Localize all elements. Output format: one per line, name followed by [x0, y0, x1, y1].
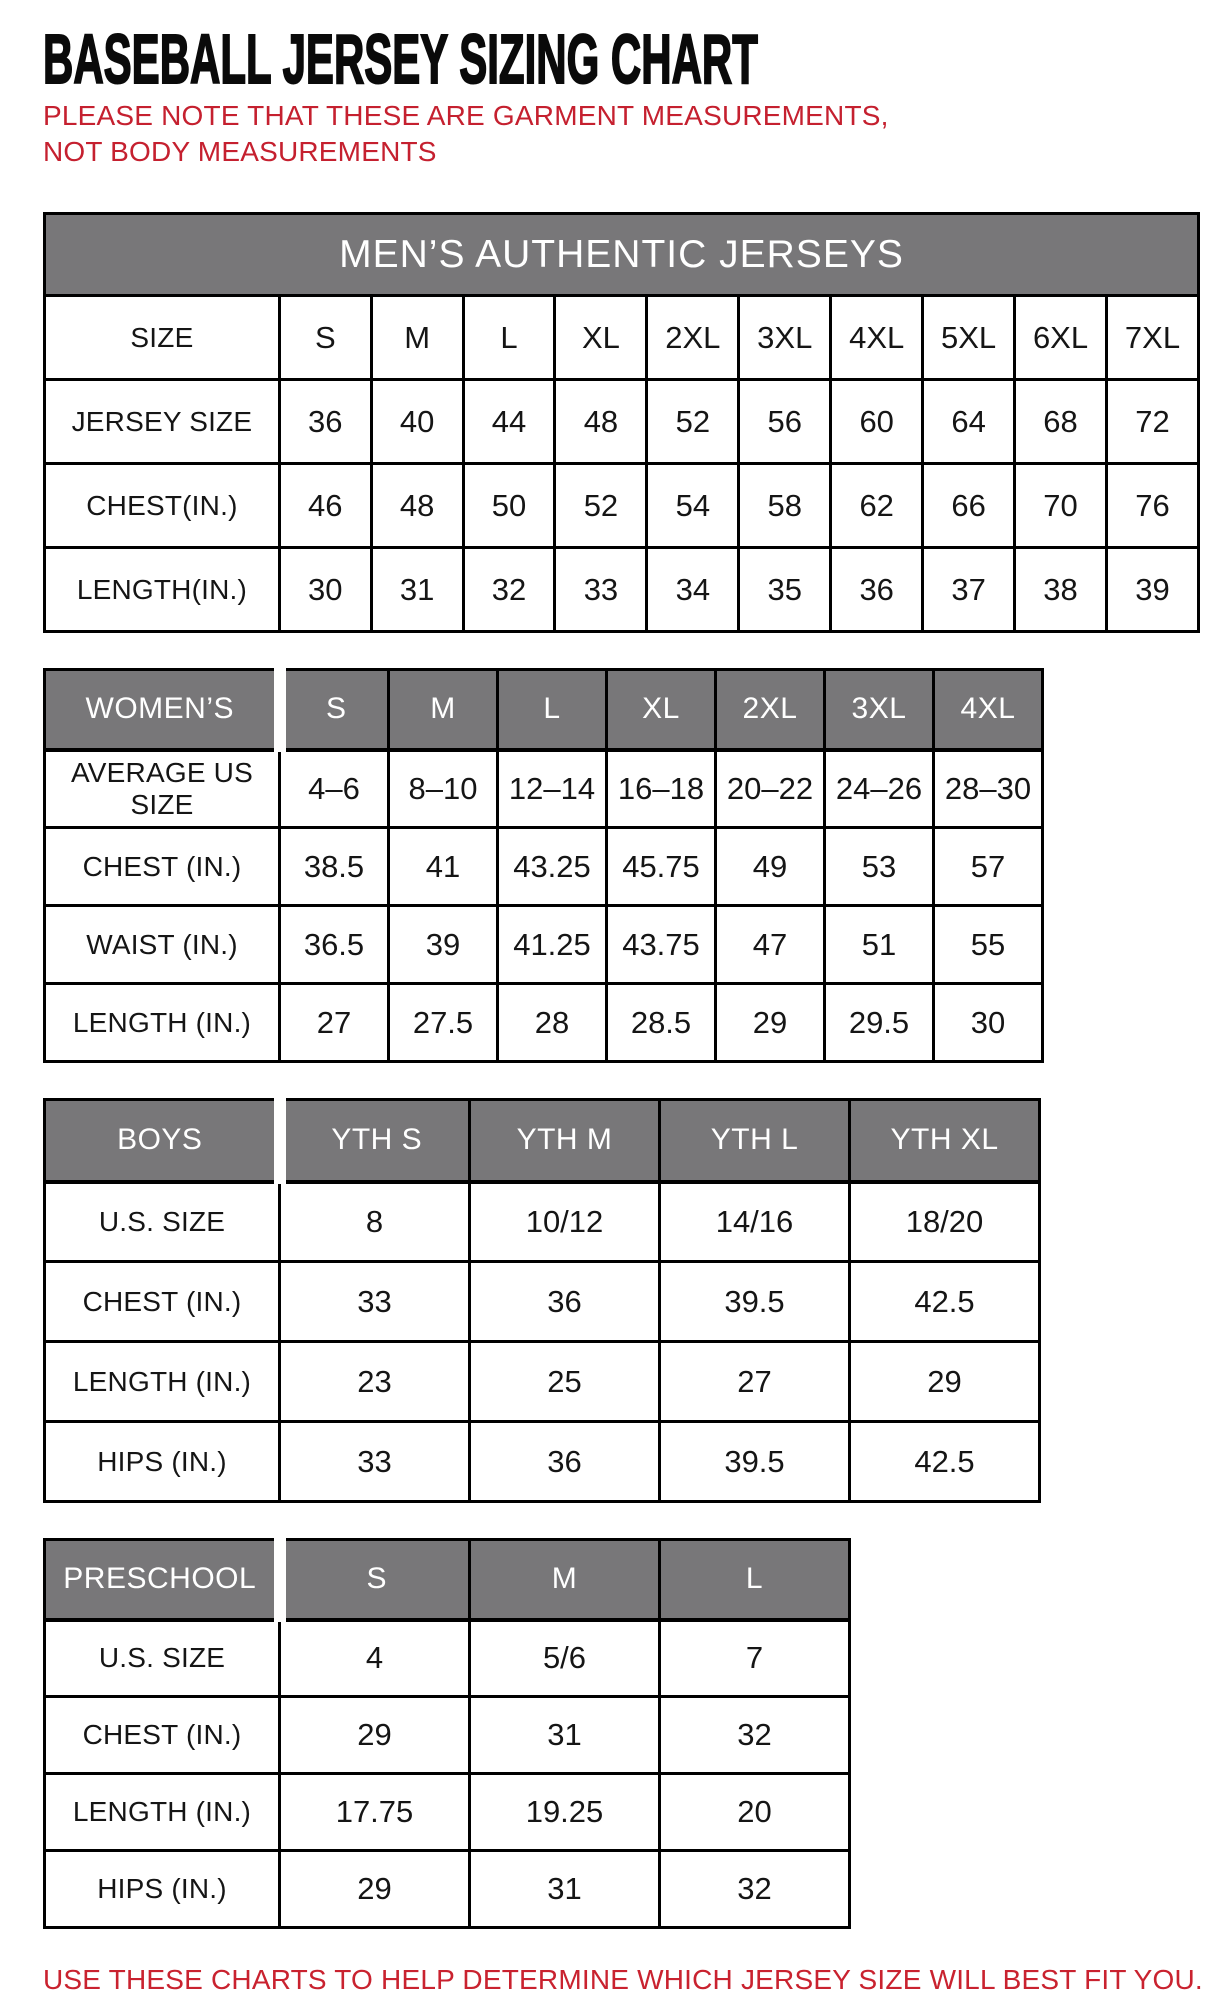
size-column-header: S: [280, 1540, 470, 1620]
value-cell: 16–18: [607, 750, 716, 828]
preschool-jerseys-table: [43, 1538, 1200, 1929]
row-label: SIZE: [45, 296, 280, 380]
value-cell: 28–30: [934, 750, 1043, 828]
value-cell: 38.5: [280, 828, 389, 906]
value-cell: 33: [280, 1262, 470, 1342]
table-row: [45, 1422, 1040, 1502]
row-label: LENGTH(IN.): [45, 548, 280, 632]
value-cell: 32: [463, 548, 555, 632]
value-cell: 7: [660, 1620, 850, 1697]
value-cell: 25: [470, 1342, 660, 1422]
boys-jerseys-table: [43, 1098, 1200, 1503]
size-column-header: XL: [607, 670, 716, 750]
size-column-header: YTH XL: [850, 1100, 1040, 1182]
value-cell: S: [279, 296, 371, 380]
value-cell: 27.5: [389, 984, 498, 1062]
value-cell: 23: [280, 1342, 470, 1422]
womens-size-table: [43, 668, 1044, 1063]
value-cell: 28: [498, 984, 607, 1062]
tables-container: [43, 212, 1200, 1929]
row-label: HIPS (IN.): [45, 1851, 280, 1928]
value-cell: 36: [279, 380, 371, 464]
value-cell: 30: [279, 548, 371, 632]
value-cell: 28.5: [607, 984, 716, 1062]
size-column-header: L: [498, 670, 607, 750]
value-cell: M: [371, 296, 463, 380]
value-cell: 43.25: [498, 828, 607, 906]
value-cell: 66: [923, 464, 1015, 548]
womens-header-row: [45, 670, 1043, 750]
row-label: U.S. SIZE: [45, 1182, 280, 1262]
value-cell: 3XL: [739, 296, 831, 380]
preschool-header-row: [45, 1540, 850, 1620]
table-row: [45, 1262, 1040, 1342]
value-cell: 12–14: [498, 750, 607, 828]
value-cell: 55: [934, 906, 1043, 984]
value-cell: 5/6: [470, 1620, 660, 1697]
value-cell: 30: [934, 984, 1043, 1062]
value-cell: 7XL: [1106, 296, 1198, 380]
table-row: [45, 1697, 850, 1774]
value-cell: 8: [280, 1182, 470, 1262]
value-cell: 36.5: [280, 906, 389, 984]
value-cell: 46: [279, 464, 371, 548]
table-row: [45, 1342, 1040, 1422]
table-row: [45, 1851, 850, 1928]
value-cell: 72: [1106, 380, 1198, 464]
row-label: CHEST(IN.): [45, 464, 280, 548]
value-cell: 4–6: [280, 750, 389, 828]
value-cell: 18/20: [850, 1182, 1040, 1262]
value-cell: 5XL: [923, 296, 1015, 380]
value-cell: 36: [470, 1422, 660, 1502]
value-cell: 17.75: [280, 1774, 470, 1851]
value-cell: 19.25: [470, 1774, 660, 1851]
value-cell: XL: [555, 296, 647, 380]
value-cell: 62: [831, 464, 923, 548]
value-cell: 6XL: [1015, 296, 1107, 380]
value-cell: 34: [647, 548, 739, 632]
value-cell: 51: [825, 906, 934, 984]
value-cell: 54: [647, 464, 739, 548]
value-cell: 57: [934, 828, 1043, 906]
value-cell: 52: [555, 464, 647, 548]
value-cell: 53: [825, 828, 934, 906]
table-row: [45, 1774, 850, 1851]
value-cell: 33: [280, 1422, 470, 1502]
womens-header-label: WOMEN’S: [45, 670, 280, 750]
value-cell: 42.5: [850, 1422, 1040, 1502]
value-cell: 64: [923, 380, 1015, 464]
value-cell: 27: [660, 1342, 850, 1422]
table-row: [45, 380, 1199, 464]
value-cell: 56: [739, 380, 831, 464]
value-cell: 14/16: [660, 1182, 850, 1262]
value-cell: 49: [716, 828, 825, 906]
garment-measurement-note: PLEASE NOTE THAT THESE ARE GARMENT MEASUREMENTS, NOT BODY MEASUREMENTS: [43, 100, 889, 168]
value-cell: 29: [716, 984, 825, 1062]
value-cell: 35: [739, 548, 831, 632]
value-cell: 68: [1015, 380, 1107, 464]
value-cell: 36: [470, 1262, 660, 1342]
row-label: LENGTH (IN.): [45, 1774, 280, 1851]
table-row: [45, 828, 1043, 906]
value-cell: 27: [280, 984, 389, 1062]
value-cell: 29.5: [825, 984, 934, 1062]
value-cell: 45.75: [607, 828, 716, 906]
value-cell: 29: [280, 1697, 470, 1774]
mens-authentic-jerseys-table: [43, 212, 1200, 633]
value-cell: 39.5: [660, 1262, 850, 1342]
value-cell: 36: [831, 548, 923, 632]
table-row: [45, 464, 1199, 548]
row-label: CHEST (IN.): [45, 1262, 280, 1342]
value-cell: 20: [660, 1774, 850, 1851]
footer-note: USE THESE CHARTS TO HELP DETERMINE WHICH JERSEY SIZE WILL BEST FIT YOU.: [43, 1964, 1203, 1996]
row-label: U.S. SIZE: [45, 1620, 280, 1697]
page-title: [43, 20, 1200, 98]
table-row: [45, 750, 1043, 828]
size-column-header: M: [389, 670, 498, 750]
value-cell: 2XL: [647, 296, 739, 380]
value-cell: 44: [463, 380, 555, 464]
value-cell: 76: [1106, 464, 1198, 548]
table-row: [45, 296, 1199, 380]
value-cell: 47: [716, 906, 825, 984]
row-label: AVERAGE US SIZE: [45, 750, 280, 828]
value-cell: 10/12: [470, 1182, 660, 1262]
value-cell: 29: [280, 1851, 470, 1928]
size-column-header: YTH S: [280, 1100, 470, 1182]
value-cell: 31: [470, 1697, 660, 1774]
row-label: LENGTH (IN.): [45, 984, 280, 1062]
value-cell: 4XL: [831, 296, 923, 380]
womens-jerseys-table: [43, 668, 1200, 1063]
size-column-header: YTH M: [470, 1100, 660, 1182]
value-cell: 39: [389, 906, 498, 984]
value-cell: 43.75: [607, 906, 716, 984]
size-column-header: YTH L: [660, 1100, 850, 1182]
row-label: WAIST (IN.): [45, 906, 280, 984]
value-cell: 20–22: [716, 750, 825, 828]
size-column-header: S: [280, 670, 389, 750]
row-label: HIPS (IN.): [45, 1422, 280, 1502]
table-row: [45, 984, 1043, 1062]
page-title-text: BASEBALL JERSEY SIZING CHART: [43, 20, 758, 98]
size-column-header: 2XL: [716, 670, 825, 750]
value-cell: 31: [371, 548, 463, 632]
value-cell: 41.25: [498, 906, 607, 984]
mens-size-table: [43, 212, 1200, 633]
table-row: [45, 548, 1199, 632]
value-cell: 37: [923, 548, 1015, 632]
table-row: [45, 906, 1043, 984]
size-column-header: 3XL: [825, 670, 934, 750]
size-column-header: L: [660, 1540, 850, 1620]
row-label: CHEST (IN.): [45, 1697, 280, 1774]
value-cell: 48: [555, 380, 647, 464]
value-cell: 60: [831, 380, 923, 464]
row-label: JERSEY SIZE: [45, 380, 280, 464]
preschool-size-table: [43, 1538, 851, 1929]
value-cell: 42.5: [850, 1262, 1040, 1342]
value-cell: 39: [1106, 548, 1198, 632]
value-cell: 58: [739, 464, 831, 548]
value-cell: 40: [371, 380, 463, 464]
table-row: [45, 1620, 850, 1697]
value-cell: 31: [470, 1851, 660, 1928]
value-cell: 39.5: [660, 1422, 850, 1502]
value-cell: L: [463, 296, 555, 380]
value-cell: 48: [371, 464, 463, 548]
value-cell: 33: [555, 548, 647, 632]
preschool-header-label: PRESCHOOL: [45, 1540, 280, 1620]
value-cell: 32: [660, 1851, 850, 1928]
value-cell: 41: [389, 828, 498, 906]
value-cell: 50: [463, 464, 555, 548]
value-cell: 29: [850, 1342, 1040, 1422]
row-label: LENGTH (IN.): [45, 1342, 280, 1422]
value-cell: 38: [1015, 548, 1107, 632]
row-label: CHEST (IN.): [45, 828, 280, 906]
size-column-header: M: [470, 1540, 660, 1620]
value-cell: 52: [647, 380, 739, 464]
value-cell: 70: [1015, 464, 1107, 548]
value-cell: 32: [660, 1697, 850, 1774]
table-row: [45, 1182, 1040, 1262]
size-column-header: 4XL: [934, 670, 1043, 750]
value-cell: 4: [280, 1620, 470, 1697]
mens-banner-row: [45, 214, 1199, 296]
value-cell: 24–26: [825, 750, 934, 828]
value-cell: 8–10: [389, 750, 498, 828]
boys-header-label: BOYS: [45, 1100, 280, 1182]
mens-banner: MEN’S AUTHENTIC JERSEYS: [45, 214, 1199, 296]
boys-size-table: [43, 1098, 1041, 1503]
boys-header-row: [45, 1100, 1040, 1182]
